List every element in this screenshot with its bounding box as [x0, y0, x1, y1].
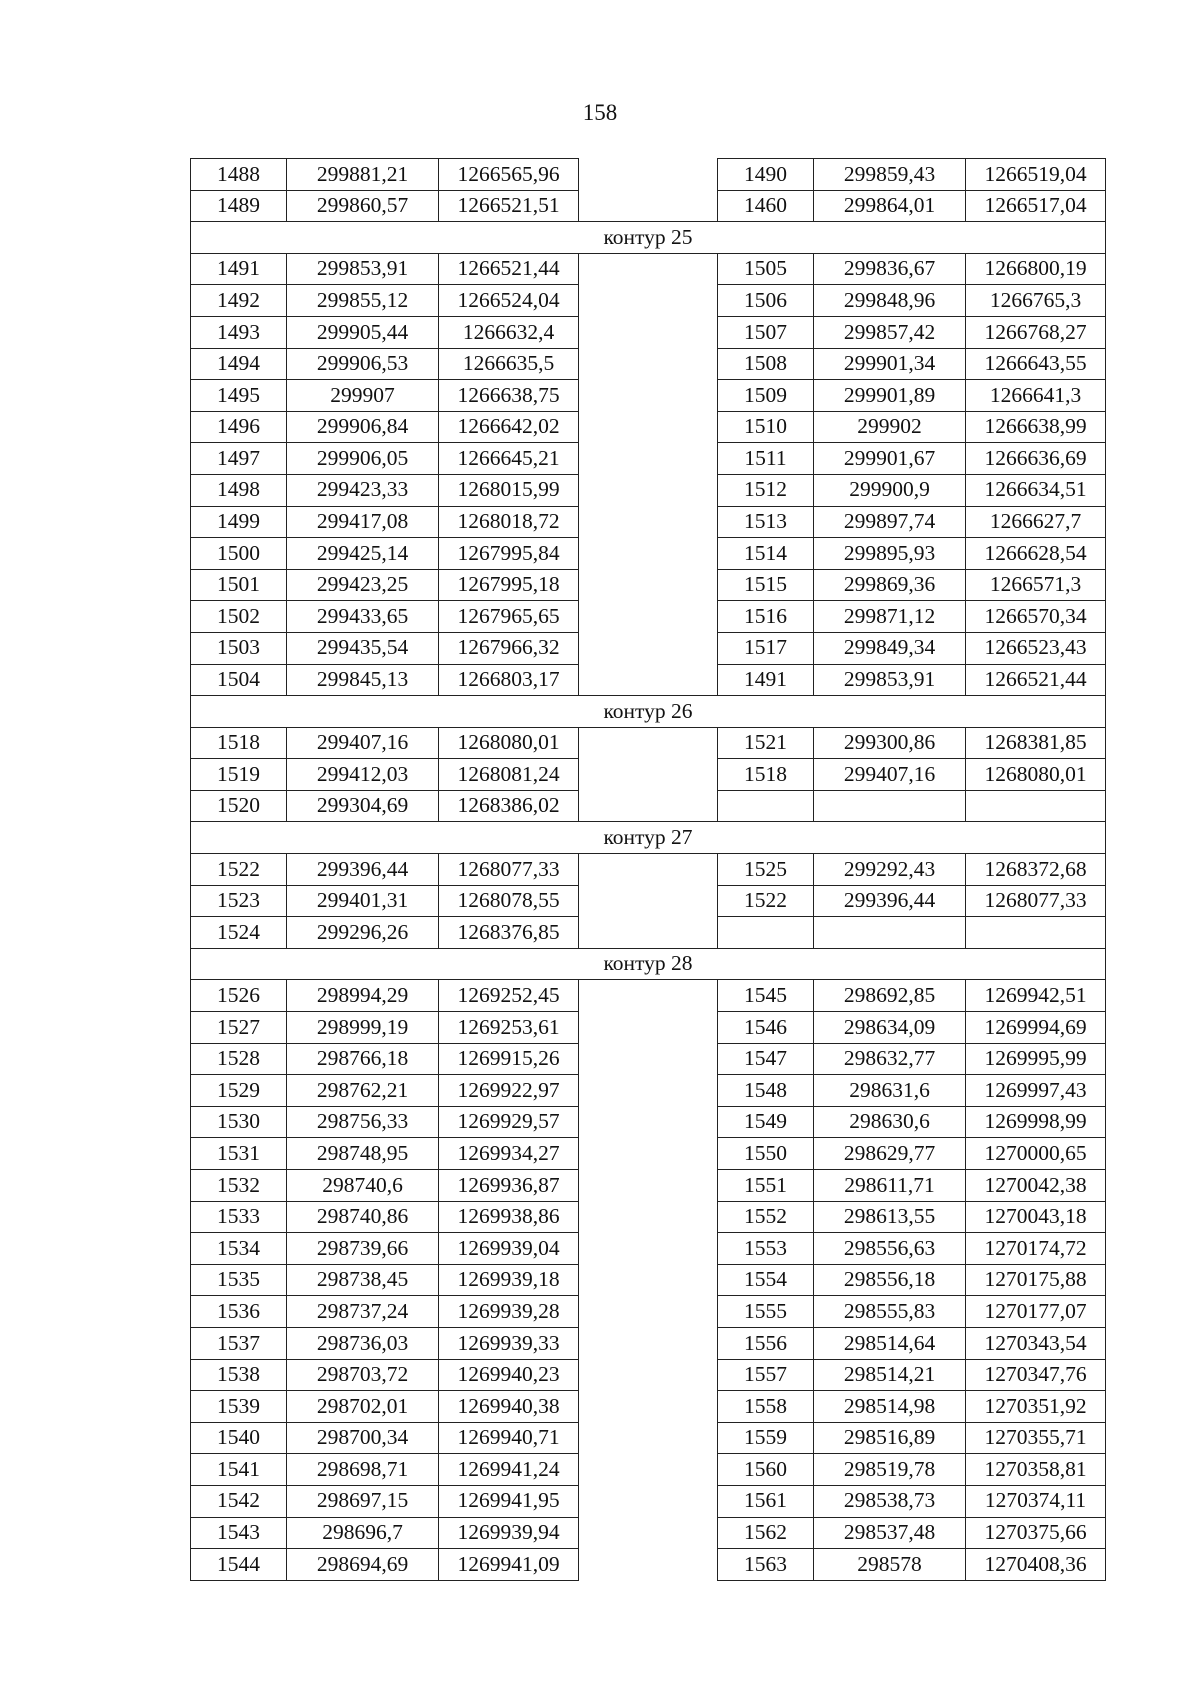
right-y-coordinate-cell: 1270175,88 — [966, 1264, 1106, 1296]
right-y-coordinate-cell — [966, 790, 1106, 822]
left-y-coordinate-cell: 1269939,33 — [439, 1327, 579, 1359]
left-point-number-cell: 1538 — [191, 1359, 287, 1391]
left-point-number-cell: 1502 — [191, 601, 287, 633]
left-x-coordinate-cell: 299905,44 — [287, 316, 439, 348]
right-x-coordinate-cell: 298556,18 — [814, 1264, 966, 1296]
column-gap — [579, 727, 718, 822]
left-point-number-cell: 1526 — [191, 980, 287, 1012]
contour-label: контур 28 — [191, 948, 1106, 980]
left-x-coordinate-cell: 298696,7 — [287, 1517, 439, 1549]
right-point-number-cell: 1556 — [718, 1327, 814, 1359]
right-point-number-cell: 1505 — [718, 253, 814, 285]
right-point-number-cell: 1518 — [718, 759, 814, 791]
left-y-coordinate-cell: 1269929,57 — [439, 1106, 579, 1138]
left-y-coordinate-cell: 1267965,65 — [439, 601, 579, 633]
right-point-number-cell: 1521 — [718, 727, 814, 759]
left-point-number-cell: 1498 — [191, 474, 287, 506]
left-y-coordinate-cell: 1268077,33 — [439, 854, 579, 886]
left-point-number-cell: 1503 — [191, 632, 287, 664]
right-y-coordinate-cell: 1266800,19 — [966, 253, 1106, 285]
column-gap — [579, 854, 718, 949]
right-y-coordinate-cell: 1266571,3 — [966, 569, 1106, 601]
right-x-coordinate-cell: 299897,74 — [814, 506, 966, 538]
contour-label: контур 27 — [191, 822, 1106, 854]
left-y-coordinate-cell: 1269939,94 — [439, 1517, 579, 1549]
right-x-coordinate-cell: 299836,67 — [814, 253, 966, 285]
left-y-coordinate-cell: 1268015,99 — [439, 474, 579, 506]
right-y-coordinate-cell: 1270374,11 — [966, 1485, 1106, 1517]
left-x-coordinate-cell: 298740,6 — [287, 1170, 439, 1202]
right-x-coordinate-cell: 299857,42 — [814, 316, 966, 348]
left-point-number-cell: 1530 — [191, 1106, 287, 1138]
right-point-number-cell: 1490 — [718, 159, 814, 191]
right-y-coordinate-cell: 1266521,44 — [966, 664, 1106, 696]
left-y-coordinate-cell: 1267995,18 — [439, 569, 579, 601]
right-y-coordinate-cell: 1268080,01 — [966, 759, 1106, 791]
right-y-coordinate-cell: 1270347,76 — [966, 1359, 1106, 1391]
right-x-coordinate-cell: 299849,34 — [814, 632, 966, 664]
left-point-number-cell: 1522 — [191, 854, 287, 886]
left-x-coordinate-cell: 298766,18 — [287, 1043, 439, 1075]
left-x-coordinate-cell: 298740,86 — [287, 1201, 439, 1233]
right-point-number-cell: 1546 — [718, 1012, 814, 1044]
right-x-coordinate-cell: 299396,44 — [814, 885, 966, 917]
right-point-number-cell: 1545 — [718, 980, 814, 1012]
right-x-coordinate-cell: 299902 — [814, 411, 966, 443]
left-y-coordinate-cell: 1266521,51 — [439, 190, 579, 222]
left-x-coordinate-cell: 298700,34 — [287, 1422, 439, 1454]
left-point-number-cell: 1527 — [191, 1012, 287, 1044]
left-x-coordinate-cell: 299412,03 — [287, 759, 439, 791]
right-point-number-cell: 1559 — [718, 1422, 814, 1454]
left-x-coordinate-cell: 299906,84 — [287, 411, 439, 443]
right-point-number-cell: 1562 — [718, 1517, 814, 1549]
right-y-coordinate-cell: 1266634,51 — [966, 474, 1106, 506]
right-x-coordinate-cell: 298555,83 — [814, 1296, 966, 1328]
right-y-coordinate-cell: 1269998,99 — [966, 1106, 1106, 1138]
right-point-number-cell: 1561 — [718, 1485, 814, 1517]
left-point-number-cell: 1529 — [191, 1075, 287, 1107]
left-x-coordinate-cell: 298702,01 — [287, 1391, 439, 1423]
left-y-coordinate-cell: 1269940,23 — [439, 1359, 579, 1391]
left-point-number-cell: 1524 — [191, 917, 287, 949]
left-point-number-cell: 1519 — [191, 759, 287, 791]
left-x-coordinate-cell: 299401,31 — [287, 885, 439, 917]
left-x-coordinate-cell: 299425,14 — [287, 538, 439, 570]
page-number: 158 — [582, 100, 618, 125]
right-point-number-cell: 1549 — [718, 1106, 814, 1138]
right-y-coordinate-cell: 1266643,55 — [966, 348, 1106, 380]
left-point-number-cell: 1501 — [191, 569, 287, 601]
left-point-number-cell: 1492 — [191, 285, 287, 317]
right-x-coordinate-cell: 298630,6 — [814, 1106, 966, 1138]
left-x-coordinate-cell: 298756,33 — [287, 1106, 439, 1138]
left-y-coordinate-cell: 1266635,5 — [439, 348, 579, 380]
right-x-coordinate-cell: 298692,85 — [814, 980, 966, 1012]
column-gap — [579, 980, 718, 1580]
right-point-number-cell: 1514 — [718, 538, 814, 570]
right-point-number-cell: 1558 — [718, 1391, 814, 1423]
left-point-number-cell: 1520 — [191, 790, 287, 822]
right-point-number-cell: 1510 — [718, 411, 814, 443]
left-x-coordinate-cell: 299853,91 — [287, 253, 439, 285]
right-x-coordinate-cell: 299300,86 — [814, 727, 966, 759]
left-point-number-cell: 1489 — [191, 190, 287, 222]
right-point-number-cell: 1509 — [718, 380, 814, 412]
right-x-coordinate-cell: 298631,6 — [814, 1075, 966, 1107]
right-x-coordinate-cell: 298537,48 — [814, 1517, 966, 1549]
left-x-coordinate-cell: 298999,19 — [287, 1012, 439, 1044]
left-x-coordinate-cell: 299396,44 — [287, 854, 439, 886]
column-gap — [579, 159, 718, 222]
column-gap — [579, 253, 718, 695]
right-y-coordinate-cell: 1266523,43 — [966, 632, 1106, 664]
left-y-coordinate-cell: 1266645,21 — [439, 443, 579, 475]
right-x-coordinate-cell: 298514,64 — [814, 1327, 966, 1359]
left-y-coordinate-cell: 1266642,02 — [439, 411, 579, 443]
left-y-coordinate-cell: 1269915,26 — [439, 1043, 579, 1075]
right-y-coordinate-cell: 1268077,33 — [966, 885, 1106, 917]
right-y-coordinate-cell: 1266641,3 — [966, 380, 1106, 412]
left-y-coordinate-cell: 1269252,45 — [439, 980, 579, 1012]
right-x-coordinate-cell: 298519,78 — [814, 1454, 966, 1486]
left-point-number-cell: 1499 — [191, 506, 287, 538]
left-point-number-cell: 1539 — [191, 1391, 287, 1423]
left-y-coordinate-cell: 1269939,04 — [439, 1233, 579, 1265]
right-point-number-cell: 1563 — [718, 1549, 814, 1581]
contour-header-row — [191, 696, 1106, 728]
right-x-coordinate-cell: 298516,89 — [814, 1422, 966, 1454]
left-y-coordinate-cell: 1269938,86 — [439, 1201, 579, 1233]
right-point-number-cell: 1557 — [718, 1359, 814, 1391]
left-x-coordinate-cell: 299845,13 — [287, 664, 439, 696]
right-x-coordinate-cell: 298629,77 — [814, 1138, 966, 1170]
left-y-coordinate-cell: 1266638,75 — [439, 380, 579, 412]
left-y-coordinate-cell: 1268080,01 — [439, 727, 579, 759]
right-y-coordinate-cell — [966, 917, 1106, 949]
right-x-coordinate-cell: 299869,36 — [814, 569, 966, 601]
right-point-number-cell: 1555 — [718, 1296, 814, 1328]
right-x-coordinate-cell: 299871,12 — [814, 601, 966, 633]
contour-label: контур 26 — [191, 696, 1106, 728]
left-x-coordinate-cell: 299907 — [287, 380, 439, 412]
right-point-number-cell: 1460 — [718, 190, 814, 222]
right-point-number-cell: 1507 — [718, 316, 814, 348]
left-y-coordinate-cell: 1268018,72 — [439, 506, 579, 538]
left-x-coordinate-cell: 298739,66 — [287, 1233, 439, 1265]
left-y-coordinate-cell: 1269934,27 — [439, 1138, 579, 1170]
left-y-coordinate-cell: 1266565,96 — [439, 159, 579, 191]
left-x-coordinate-cell: 298737,24 — [287, 1296, 439, 1328]
left-point-number-cell: 1494 — [191, 348, 287, 380]
right-point-number-cell: 1522 — [718, 885, 814, 917]
left-x-coordinate-cell: 299417,08 — [287, 506, 439, 538]
right-y-coordinate-cell: 1269997,43 — [966, 1075, 1106, 1107]
right-y-coordinate-cell: 1266519,04 — [966, 159, 1106, 191]
right-y-coordinate-cell: 1270408,36 — [966, 1549, 1106, 1581]
left-y-coordinate-cell: 1266521,44 — [439, 253, 579, 285]
right-point-number-cell: 1552 — [718, 1201, 814, 1233]
left-point-number-cell: 1528 — [191, 1043, 287, 1075]
contour-header-row — [191, 822, 1106, 854]
left-y-coordinate-cell: 1266524,04 — [439, 285, 579, 317]
right-point-number-cell: 1506 — [718, 285, 814, 317]
right-x-coordinate-cell: 299859,43 — [814, 159, 966, 191]
right-point-number-cell: 1516 — [718, 601, 814, 633]
right-y-coordinate-cell: 1266765,3 — [966, 285, 1106, 317]
left-x-coordinate-cell: 299433,65 — [287, 601, 439, 633]
left-y-coordinate-cell: 1266803,17 — [439, 664, 579, 696]
left-y-coordinate-cell: 1269253,61 — [439, 1012, 579, 1044]
left-point-number-cell: 1541 — [191, 1454, 287, 1486]
right-point-number-cell: 1554 — [718, 1264, 814, 1296]
left-point-number-cell: 1535 — [191, 1264, 287, 1296]
right-x-coordinate-cell: 299407,16 — [814, 759, 966, 791]
table-row — [191, 727, 1106, 759]
right-x-coordinate-cell: 298514,21 — [814, 1359, 966, 1391]
right-x-coordinate-cell: 299900,9 — [814, 474, 966, 506]
right-y-coordinate-cell: 1270355,71 — [966, 1422, 1106, 1454]
right-y-coordinate-cell: 1270174,72 — [966, 1233, 1106, 1265]
left-x-coordinate-cell: 299860,57 — [287, 190, 439, 222]
right-x-coordinate-cell: 298632,77 — [814, 1043, 966, 1075]
right-y-coordinate-cell: 1266570,34 — [966, 601, 1106, 633]
left-point-number-cell: 1500 — [191, 538, 287, 570]
left-point-number-cell: 1488 — [191, 159, 287, 191]
table-row — [191, 980, 1106, 1012]
right-point-number-cell: 1525 — [718, 854, 814, 886]
right-x-coordinate-cell: 299895,93 — [814, 538, 966, 570]
right-point-number-cell: 1491 — [718, 664, 814, 696]
right-y-coordinate-cell: 1269994,69 — [966, 1012, 1106, 1044]
right-point-number-cell: 1547 — [718, 1043, 814, 1075]
right-x-coordinate-cell: 299901,34 — [814, 348, 966, 380]
right-x-coordinate-cell — [814, 790, 966, 822]
left-point-number-cell: 1493 — [191, 316, 287, 348]
right-y-coordinate-cell: 1266636,69 — [966, 443, 1106, 475]
right-y-coordinate-cell: 1270351,92 — [966, 1391, 1106, 1423]
left-point-number-cell: 1544 — [191, 1549, 287, 1581]
left-y-coordinate-cell: 1269941,95 — [439, 1485, 579, 1517]
right-point-number-cell: 1560 — [718, 1454, 814, 1486]
left-x-coordinate-cell: 298762,21 — [287, 1075, 439, 1107]
left-x-coordinate-cell: 298738,45 — [287, 1264, 439, 1296]
left-x-coordinate-cell: 298994,29 — [287, 980, 439, 1012]
right-y-coordinate-cell: 1270000,65 — [966, 1138, 1106, 1170]
left-point-number-cell: 1495 — [191, 380, 287, 412]
left-point-number-cell: 1537 — [191, 1327, 287, 1359]
left-x-coordinate-cell: 299906,53 — [287, 348, 439, 380]
left-point-number-cell: 1523 — [191, 885, 287, 917]
left-x-coordinate-cell: 299906,05 — [287, 443, 439, 475]
right-y-coordinate-cell: 1268372,68 — [966, 854, 1106, 886]
right-point-number-cell: 1517 — [718, 632, 814, 664]
left-point-number-cell: 1496 — [191, 411, 287, 443]
left-point-number-cell: 1536 — [191, 1296, 287, 1328]
left-x-coordinate-cell: 299423,25 — [287, 569, 439, 601]
left-y-coordinate-cell: 1268376,85 — [439, 917, 579, 949]
left-y-coordinate-cell: 1269939,18 — [439, 1264, 579, 1296]
left-point-number-cell: 1542 — [191, 1485, 287, 1517]
table-row — [191, 854, 1106, 886]
left-point-number-cell: 1533 — [191, 1201, 287, 1233]
left-x-coordinate-cell: 298748,95 — [287, 1138, 439, 1170]
right-y-coordinate-cell: 1270375,66 — [966, 1517, 1106, 1549]
right-point-number-cell: 1512 — [718, 474, 814, 506]
right-y-coordinate-cell: 1266768,27 — [966, 316, 1106, 348]
left-y-coordinate-cell: 1269939,28 — [439, 1296, 579, 1328]
right-x-coordinate-cell: 298538,73 — [814, 1485, 966, 1517]
left-y-coordinate-cell: 1268386,02 — [439, 790, 579, 822]
left-y-coordinate-cell: 1266632,4 — [439, 316, 579, 348]
left-x-coordinate-cell: 298697,15 — [287, 1485, 439, 1517]
left-point-number-cell: 1491 — [191, 253, 287, 285]
left-y-coordinate-cell: 1267966,32 — [439, 632, 579, 664]
right-x-coordinate-cell: 298578 — [814, 1549, 966, 1581]
right-y-coordinate-cell: 1266638,99 — [966, 411, 1106, 443]
left-point-number-cell: 1504 — [191, 664, 287, 696]
coordinates-table — [190, 158, 1106, 1581]
right-x-coordinate-cell: 299901,89 — [814, 380, 966, 412]
right-y-coordinate-cell: 1270177,07 — [966, 1296, 1106, 1328]
right-point-number-cell: 1550 — [718, 1138, 814, 1170]
left-point-number-cell: 1497 — [191, 443, 287, 475]
right-point-number-cell — [718, 917, 814, 949]
right-x-coordinate-cell: 298613,55 — [814, 1201, 966, 1233]
left-y-coordinate-cell: 1269922,97 — [439, 1075, 579, 1107]
left-x-coordinate-cell: 298703,72 — [287, 1359, 439, 1391]
table-row — [191, 253, 1106, 285]
table-row — [191, 159, 1106, 191]
left-x-coordinate-cell: 299304,69 — [287, 790, 439, 822]
left-x-coordinate-cell: 299855,12 — [287, 285, 439, 317]
right-x-coordinate-cell — [814, 917, 966, 949]
left-point-number-cell: 1518 — [191, 727, 287, 759]
right-y-coordinate-cell: 1270043,18 — [966, 1201, 1106, 1233]
right-point-number-cell: 1553 — [718, 1233, 814, 1265]
right-x-coordinate-cell: 299864,01 — [814, 190, 966, 222]
left-point-number-cell: 1531 — [191, 1138, 287, 1170]
right-x-coordinate-cell: 298611,71 — [814, 1170, 966, 1202]
left-point-number-cell: 1540 — [191, 1422, 287, 1454]
left-x-coordinate-cell: 299407,16 — [287, 727, 439, 759]
left-y-coordinate-cell: 1267995,84 — [439, 538, 579, 570]
right-point-number-cell: 1511 — [718, 443, 814, 475]
right-x-coordinate-cell: 299901,67 — [814, 443, 966, 475]
right-point-number-cell: 1515 — [718, 569, 814, 601]
right-point-number-cell: 1513 — [718, 506, 814, 538]
right-point-number-cell — [718, 790, 814, 822]
left-x-coordinate-cell: 299296,26 — [287, 917, 439, 949]
left-x-coordinate-cell: 298694,69 — [287, 1549, 439, 1581]
right-y-coordinate-cell: 1268381,85 — [966, 727, 1106, 759]
right-y-coordinate-cell: 1269995,99 — [966, 1043, 1106, 1075]
left-y-coordinate-cell: 1269941,24 — [439, 1454, 579, 1486]
right-x-coordinate-cell: 298514,98 — [814, 1391, 966, 1423]
left-y-coordinate-cell: 1269941,09 — [439, 1549, 579, 1581]
contour-header-row — [191, 948, 1106, 980]
right-x-coordinate-cell: 299848,96 — [814, 285, 966, 317]
left-y-coordinate-cell: 1268081,24 — [439, 759, 579, 791]
right-x-coordinate-cell: 298556,63 — [814, 1233, 966, 1265]
right-point-number-cell: 1551 — [718, 1170, 814, 1202]
left-x-coordinate-cell: 298736,03 — [287, 1327, 439, 1359]
right-point-number-cell: 1548 — [718, 1075, 814, 1107]
contour-header-row — [191, 222, 1106, 254]
right-y-coordinate-cell: 1266627,7 — [966, 506, 1106, 538]
left-y-coordinate-cell: 1268078,55 — [439, 885, 579, 917]
right-y-coordinate-cell: 1270343,54 — [966, 1327, 1106, 1359]
right-x-coordinate-cell: 299853,91 — [814, 664, 966, 696]
right-point-number-cell: 1508 — [718, 348, 814, 380]
contour-label: контур 25 — [191, 222, 1106, 254]
left-y-coordinate-cell: 1269940,38 — [439, 1391, 579, 1423]
left-x-coordinate-cell: 298698,71 — [287, 1454, 439, 1486]
right-y-coordinate-cell: 1266517,04 — [966, 190, 1106, 222]
right-y-coordinate-cell: 1270042,38 — [966, 1170, 1106, 1202]
left-point-number-cell: 1532 — [191, 1170, 287, 1202]
left-x-coordinate-cell: 299423,33 — [287, 474, 439, 506]
left-y-coordinate-cell: 1269936,87 — [439, 1170, 579, 1202]
right-y-coordinate-cell: 1266628,54 — [966, 538, 1106, 570]
left-point-number-cell: 1543 — [191, 1517, 287, 1549]
right-x-coordinate-cell: 299292,43 — [814, 854, 966, 886]
left-x-coordinate-cell: 299435,54 — [287, 632, 439, 664]
left-point-number-cell: 1534 — [191, 1233, 287, 1265]
right-y-coordinate-cell: 1270358,81 — [966, 1454, 1106, 1486]
left-x-coordinate-cell: 299881,21 — [287, 159, 439, 191]
right-y-coordinate-cell: 1269942,51 — [966, 980, 1106, 1012]
left-y-coordinate-cell: 1269940,71 — [439, 1422, 579, 1454]
right-x-coordinate-cell: 298634,09 — [814, 1012, 966, 1044]
